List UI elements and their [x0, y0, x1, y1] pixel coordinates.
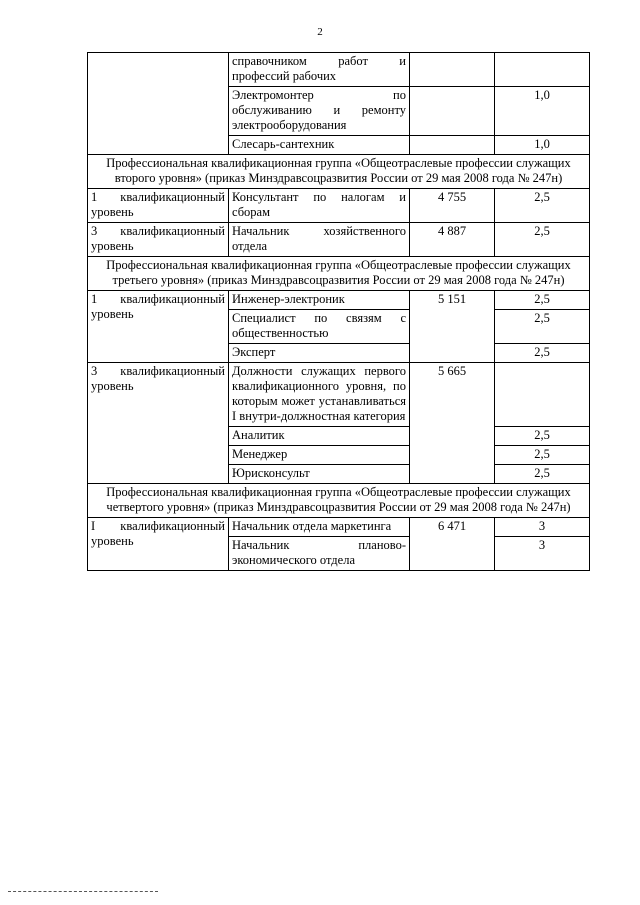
table-row — [88, 291, 590, 310]
position-cell: Начальник отдела маркетинга — [229, 518, 410, 537]
salary-cell: 4 755 — [410, 189, 495, 223]
salary-cell — [410, 53, 495, 87]
salary-cell: 5 151 — [410, 291, 495, 363]
coefficient-cell: 1,0 — [495, 87, 590, 136]
coefficient-cell: 2,5 — [495, 291, 590, 310]
coefficient-cell: 2,5 — [495, 446, 590, 465]
level-cell: 3 квалификационный уровень — [88, 223, 229, 257]
group-header-row — [88, 257, 590, 291]
coefficient-cell: 2,5 — [495, 427, 590, 446]
position-cell: Инженер-электроник — [229, 291, 410, 310]
level-cell — [88, 53, 229, 155]
coefficient-cell: 2,5 — [495, 189, 590, 223]
salary-cell: 5 665 — [410, 363, 495, 484]
table-row — [88, 518, 590, 537]
table-row — [88, 189, 590, 223]
position-cell: Специалист по связям с общественностью — [229, 310, 410, 344]
coefficient-cell: 3 — [495, 518, 590, 537]
coefficient-cell: 2,5 — [495, 223, 590, 257]
coefficient-cell: 3 — [495, 537, 590, 571]
coefficient-cell: 2,5 — [495, 310, 590, 344]
coefficient-cell — [495, 53, 590, 87]
position-cell: Слесарь-сантехник — [229, 136, 410, 155]
salary-cell: 4 887 — [410, 223, 495, 257]
group-title: Профессиональная квалификационная группа «Общеотраслевые профессии служащих второго уровня» (приказ Минздравсоцразвития России от 29 мая 2008 года № 247н) — [88, 155, 590, 189]
position-cell: Электромонтер по обслуживанию и ремонту электрооборудования — [229, 87, 410, 136]
position-cell: Аналитик — [229, 427, 410, 446]
position-cell: справочником работ и профессий рабочих — [229, 53, 410, 87]
qualification-table — [87, 52, 590, 571]
position-cell: Начальник планово-экономического отдела — [229, 537, 410, 571]
coefficient-cell — [495, 363, 590, 427]
table-row — [88, 363, 590, 427]
position-cell: Консультант по налогам и сборам — [229, 189, 410, 223]
salary-cell — [410, 87, 495, 136]
coefficient-cell: 2,5 — [495, 465, 590, 484]
group-header-row — [88, 484, 590, 518]
page-number: 2 — [317, 26, 323, 38]
group-title: Профессиональная квалификационная группа «Общеотраслевые профессии служащих четвертого уровня» (приказ Минздравсоцразвития России от 29 мая 2008 года № 247н) — [88, 484, 590, 518]
table-row — [88, 223, 590, 257]
position-cell: Юрисконсульт — [229, 465, 410, 484]
level-cell: 1 квалификационный уровень — [88, 189, 229, 223]
level-cell: 1 квалификационный уровень — [88, 291, 229, 363]
table-row — [88, 53, 590, 87]
position-cell: Должности служащих первого квалификационного уровня, по которым может устанавливаться I внутри-должностная категория — [229, 363, 410, 427]
footer-divider — [8, 891, 158, 893]
coefficient-cell: 2,5 — [495, 344, 590, 363]
salary-cell: 6 471 — [410, 518, 495, 571]
coefficient-cell: 1,0 — [495, 136, 590, 155]
salary-cell — [410, 136, 495, 155]
level-cell: I квалификационный уровень — [88, 518, 229, 571]
position-cell: Начальник хозяйственного отдела — [229, 223, 410, 257]
group-header-row — [88, 155, 590, 189]
position-cell: Менеджер — [229, 446, 410, 465]
level-cell: 3 квалификационный уровень — [88, 363, 229, 484]
group-title: Профессиональная квалификационная группа «Общеотраслевые профессии служащих третьего уровня» (приказ Минздравсоцразвития России от 29 мая 2008 года № 247н) — [88, 257, 590, 291]
position-cell: Эксперт — [229, 344, 410, 363]
